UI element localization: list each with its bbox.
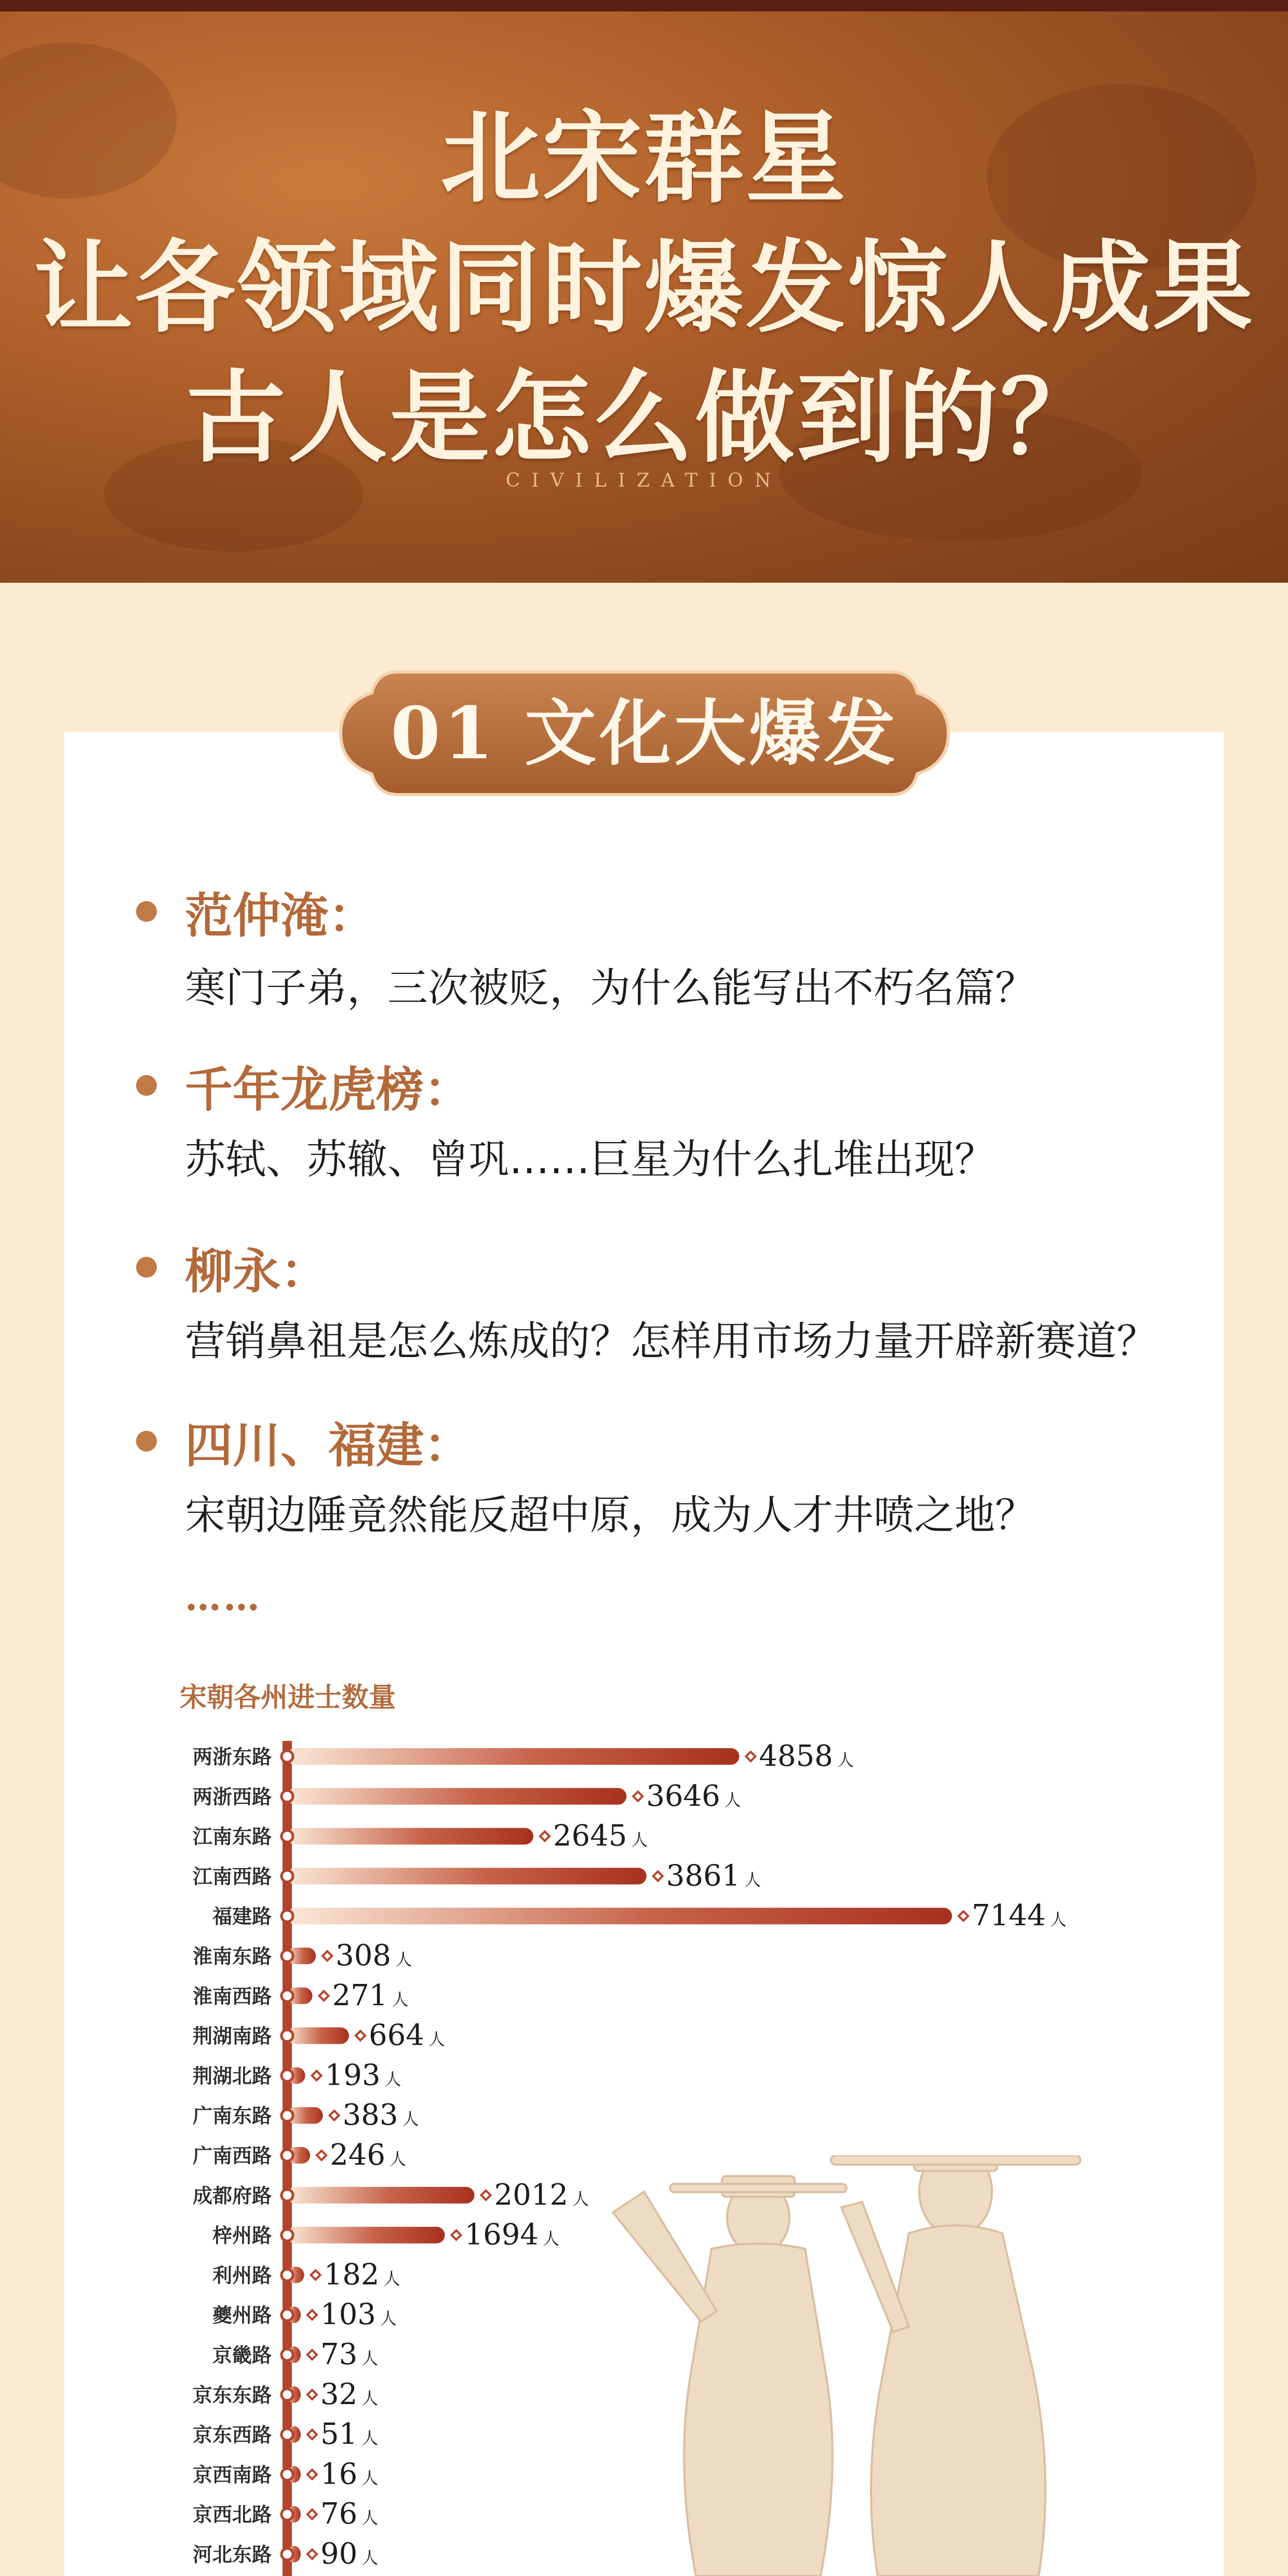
item-title: 千年龙虎榜： <box>185 1062 472 1118</box>
page-title-line-3: 古人是怎么做到的？ <box>186 359 1102 476</box>
item-title: 范仲淹： <box>185 888 377 944</box>
axis-dot <box>281 2389 293 2400</box>
value-label: 383 人 <box>342 2098 419 2132</box>
axis-dot <box>281 1751 293 1762</box>
category-label: 河北东路 <box>192 2543 272 2566</box>
axis-dot <box>281 1791 293 1802</box>
value-label: 7144 人 <box>972 1899 1067 1933</box>
axis-dot <box>281 2070 293 2081</box>
value-label: 308 人 <box>336 1939 412 1973</box>
axis-dot <box>281 1910 293 1922</box>
category-label: 两浙西路 <box>192 1785 272 1808</box>
diamond-icon <box>317 2151 326 2160</box>
bar <box>287 2227 445 2244</box>
value-label: 182 人 <box>324 2258 400 2292</box>
value-label: 193 人 <box>325 2058 401 2092</box>
item-text: 营销鼻祖是怎么炼成的？怎样用市场力量开辟新赛道？ <box>185 1318 1158 1365</box>
category-label: 京东东路 <box>192 2383 272 2407</box>
value-label: 4858 人 <box>759 1739 854 1773</box>
category-label: 福建路 <box>212 1904 272 1928</box>
value-label: 3646 人 <box>646 1779 741 1813</box>
axis-dot <box>281 1870 293 1882</box>
diamond-icon <box>540 1832 549 1841</box>
diamond-icon <box>307 2430 317 2439</box>
category-label: 京畿路 <box>212 2343 272 2367</box>
value-label: 73 人 <box>320 2338 379 2371</box>
value-label: 32 人 <box>320 2377 379 2411</box>
diamond-icon <box>452 2231 461 2240</box>
diamond-icon <box>481 2191 490 2200</box>
axis-dot <box>281 2230 293 2241</box>
diamond-icon <box>312 2071 321 2080</box>
category-label: 夔州路 <box>212 2303 272 2327</box>
section-badge: 01 文化大爆发 <box>390 691 899 775</box>
diamond-icon <box>307 2390 317 2399</box>
value-label: 76 人 <box>320 2497 379 2531</box>
item-title: 四川、福建： <box>185 1417 472 1473</box>
diamond-icon <box>311 2270 320 2279</box>
value-label: 51 人 <box>320 2417 379 2451</box>
diamond-icon <box>633 1792 642 1801</box>
category-label: 江南东路 <box>192 1824 272 1848</box>
tagline: CIVILIZATION <box>505 470 783 491</box>
value-label: 90 人 <box>320 2537 379 2571</box>
chart-title: 宋朝各州进士数量 <box>180 1682 396 1713</box>
value-label: 2645 人 <box>553 1819 648 1853</box>
diamond-icon <box>356 2031 365 2041</box>
axis-dot <box>281 2269 293 2280</box>
diamond-icon <box>323 1951 332 1961</box>
value-label: 2012 人 <box>494 2178 589 2212</box>
bar <box>287 2028 349 2044</box>
category-label: 京西北路 <box>192 2503 272 2527</box>
diamond-icon <box>959 1911 968 1921</box>
value-label: 664 人 <box>368 2018 445 2052</box>
category-label: 利州路 <box>212 2263 272 2287</box>
bar <box>287 1788 626 1805</box>
axis-dot <box>281 2150 293 2161</box>
diamond-icon <box>307 2510 317 2519</box>
ellipsis: …… <box>185 1576 262 1619</box>
axis-dot <box>281 2349 293 2360</box>
bar <box>287 1908 952 1924</box>
axis-dot <box>281 2468 293 2480</box>
axis-dot <box>281 2190 293 2201</box>
category-label: 淮南东路 <box>192 1944 272 1968</box>
item-title: 柳永： <box>185 1243 329 1299</box>
axis-dot <box>281 1950 293 1962</box>
axis-dot <box>281 2110 293 2121</box>
diamond-icon <box>307 2310 317 2319</box>
axis-dot <box>281 2508 293 2520</box>
bar <box>287 1828 533 1845</box>
axis-dot <box>281 1831 293 1842</box>
value-label: 3861 人 <box>666 1859 761 1893</box>
item-text: 苏轼、苏辙、曾巩……巨星为什么扎堆出现？ <box>185 1136 996 1183</box>
axis-dot <box>281 1990 293 2002</box>
item-text: 宋朝边陲竟然能反超中原，成为人才井喷之地？ <box>185 1492 1036 1539</box>
category-label: 京西南路 <box>192 2463 272 2487</box>
axis-dot <box>281 2429 293 2440</box>
diamond-icon <box>307 2470 317 2479</box>
axis-dot <box>281 2548 293 2560</box>
axis-dot <box>281 2309 293 2320</box>
value-label: 1694 人 <box>464 2218 560 2252</box>
value-label: 16 人 <box>320 2457 379 2491</box>
category-label: 梓州路 <box>212 2223 272 2247</box>
bar <box>287 2187 474 2204</box>
axis-dot <box>281 2030 293 2042</box>
bar <box>287 1748 739 1765</box>
value-label: 271 人 <box>332 1978 409 2013</box>
category-label: 广南西路 <box>192 2144 272 2167</box>
page-title-line-1: 北宋群星 <box>440 100 848 217</box>
category-label: 京东西路 <box>192 2423 272 2447</box>
category-label: 淮南西路 <box>192 1984 272 2008</box>
value-label: 103 人 <box>320 2298 397 2332</box>
category-label: 广南东路 <box>192 2104 272 2128</box>
category-label: 成都府路 <box>192 2183 272 2207</box>
item-text: 寒门子弟，三次被贬，为什么能写出不朽名篇？ <box>185 965 1036 1012</box>
value-label: 246 人 <box>330 2138 406 2172</box>
diamond-icon <box>319 1991 329 2001</box>
diamond-icon <box>746 1752 755 1761</box>
diamond-icon <box>653 1871 663 1881</box>
page-title-line-2: 让各领域同时爆发惊人成果 <box>33 230 1255 346</box>
category-label: 荆湖北路 <box>192 2064 272 2088</box>
diamond-icon <box>307 2350 317 2359</box>
category-label: 江南西路 <box>192 1864 272 1888</box>
diamond-icon <box>307 2550 317 2559</box>
category-label: 两浙东路 <box>192 1745 272 1768</box>
scholars-illustration <box>597 2155 1143 2576</box>
diamond-icon <box>330 2111 339 2120</box>
bar <box>287 1868 647 1884</box>
category-label: 荆湖南路 <box>192 2024 272 2048</box>
